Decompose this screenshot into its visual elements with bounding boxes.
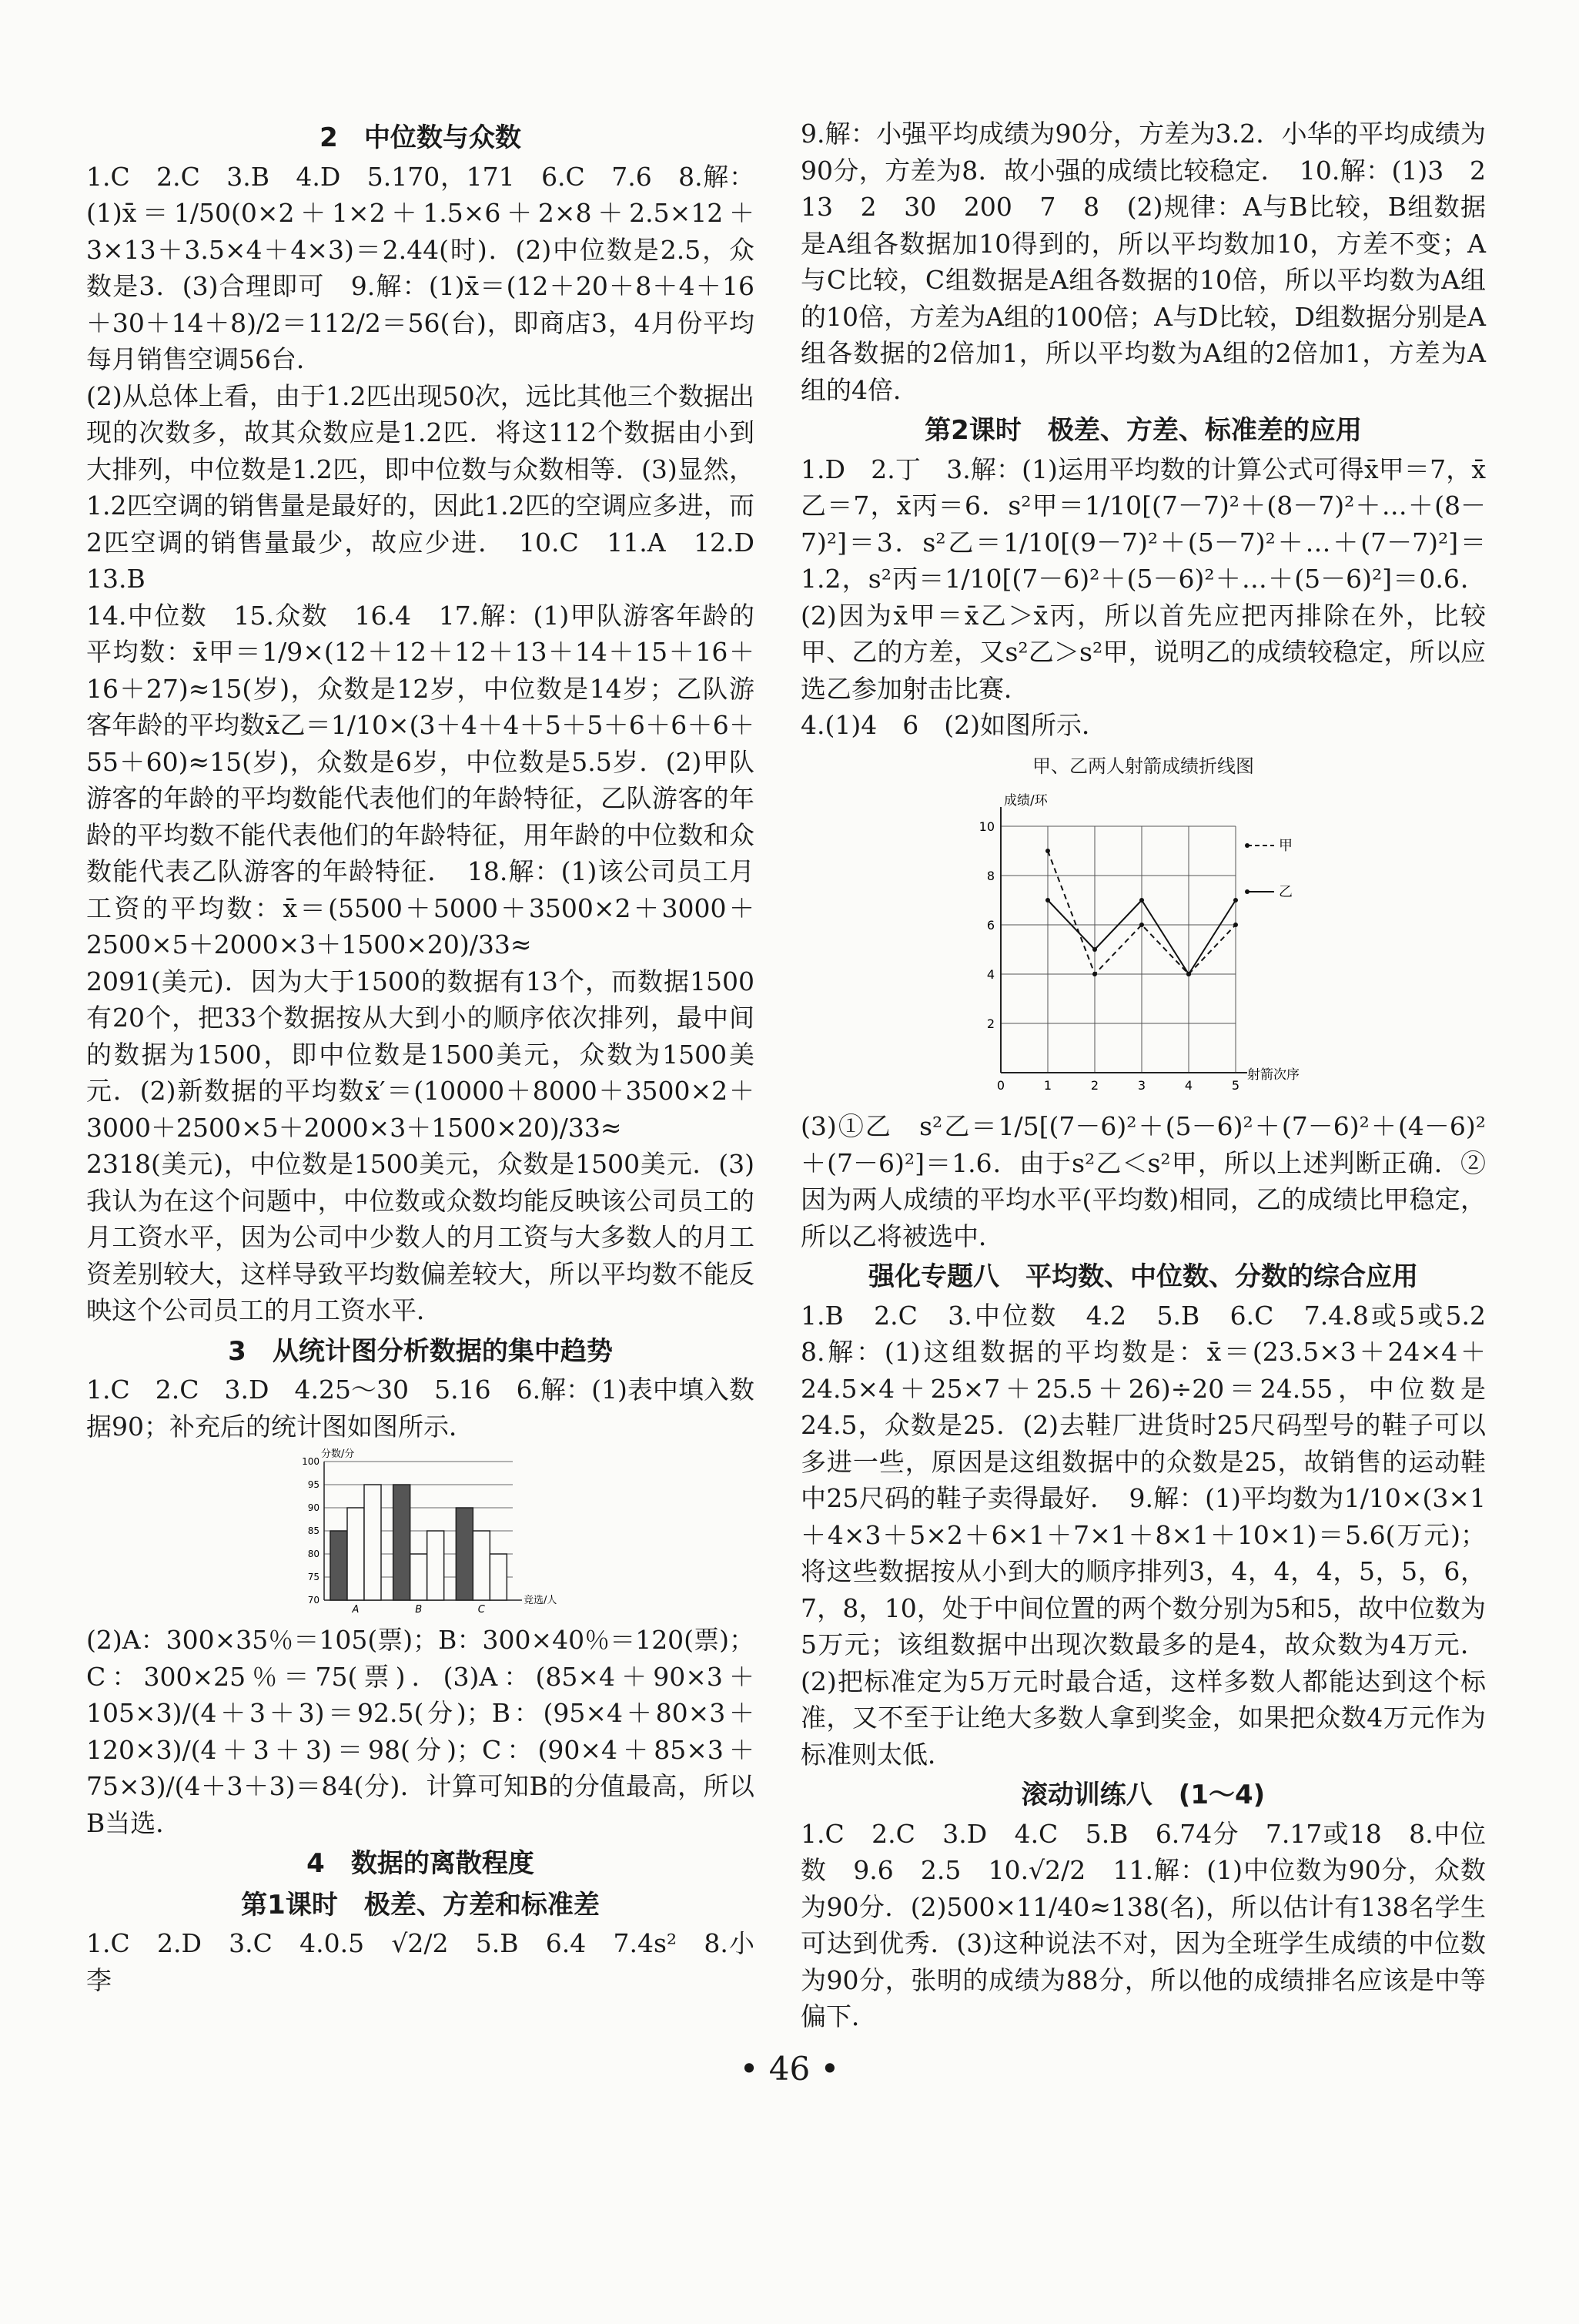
bar-chart (282, 1448, 559, 1617)
bar (347, 1508, 364, 1600)
data-point (1233, 923, 1238, 927)
answer-paragraph: 1.B 2.C 3.中位数 4.2 5.B 6.C 7.4.8或5或5.2 8.解：(1)这组数据的平均数是：x̄＝(23.5×3＋24×4＋24.5×4＋25×7＋25.5＋26)÷20＝24.55，中位数是24.5，众数是25．(2)去鞋厂进货时25尺码型号的鞋子可以多进一些，原因是这组数据中的众数是25，故销售的运动鞋中25尺码的鞋子卖得最好． 9.解：(1)平均数为1/10×(3×1＋4×3＋5×2＋6×1＋7×1＋8×1＋10×1)＝5.6(万元)；将这些数据按从小到大的顺序排列3，4，4，4，5，5，6，7，8，10，处于中间位置的两个数分别为5和5，故中位数为5万元；该组数据中出现次数最多的是4，故众数为4万元．(2)把标准定为5万元时最合适，这样多数人都能达到这个标准，又不至于让绝大多数人拿到奖金，如果把众数4万元作为标准则太低． (801, 1300, 1511, 1770)
line-chart (962, 788, 1324, 1103)
chart-title: 甲、乙两人射箭成绩折线图 (1032, 755, 1254, 777)
data-point (1092, 947, 1097, 952)
y-tick-label: 10 (979, 819, 995, 834)
y-tick-label: 80 (307, 1549, 319, 1559)
data-point (1139, 898, 1144, 902)
section-title: 4 数据的离散程度 (306, 1848, 534, 1879)
x-axis-label: 竞选/人 (524, 1595, 557, 1606)
x-tick-label: 4 (1184, 1078, 1193, 1093)
answer-paragraph: 1.D 2.丁 3.解：(1)运用平均数的计算公式可得x̄甲＝7，x̄乙＝7，x̄丙＝6．s²甲＝1/10[(7－7)²＋(8－7)²＋…＋(8－7)²]＝3．s²乙＝1/10[(9－7)²＋(5－7)²＋…＋(7－7)²]＝1.2，s²丙＝1/10[(7－6)²＋(5－6)²＋…＋(5－6)²]＝0.6．(2)因为x̄甲＝x̄乙＞x̄丙，所以首先应把丙排除在外，比较甲、乙的方差，又s²乙＞s²甲，说明乙的成绩较稳定，所以应选乙参加射击比赛． (801, 454, 1486, 704)
data-point (1233, 898, 1238, 902)
data-point (1092, 972, 1097, 976)
y-tick-label: 75 (307, 1572, 319, 1582)
y-tick-label: 8 (986, 869, 995, 883)
answer-paragraph: 1.C 2.C 3.D 4.25～30 5.16 6.解：(1)表中填入数据90；补充后的统计图如图所示． (86, 1375, 754, 1442)
data-point (1139, 923, 1144, 927)
legend-marker (1245, 843, 1249, 848)
y-tick-label: 95 (307, 1479, 319, 1490)
bar (427, 1531, 444, 1600)
data-point (1045, 898, 1050, 902)
bar (330, 1531, 347, 1600)
y-tick-label: 100 (302, 1456, 319, 1467)
bar (490, 1554, 507, 1600)
answer-paragraph: 2091(美元)．因为大于1500的数据有13个，而数据1500有20个，把33个数据按从大到小的顺序依次排列，最中间的数据为1500，即中位数是1500美元，众数为1500美元．(2)新数据的平均数x̄′＝(10000＋8000＋3500×2＋3000＋2500×5＋2000×3＋1500×20)/33≈ (86, 966, 754, 1143)
y-tick-label: 2 (986, 1016, 995, 1031)
bar (410, 1554, 427, 1600)
x-tick-label: 1 (1043, 1078, 1052, 1093)
x-tick-label: 3 (1137, 1078, 1146, 1093)
x-tick-label: 2 (1090, 1078, 1099, 1093)
legend-label: 甲 (1279, 838, 1293, 854)
section-title: 滚动训练八 (1～4) (1021, 1780, 1266, 1810)
answer-paragraph: (2)从总体上看，由于1.2匹出现50次，远比其他三个数据出现的次数多，故其众数应是1.2匹．将这112个数据由小到大排列，中位数是1.2匹，即中位数与众数相等．(3)显然，1.2匹空调的销售量是最好的，因此1.2匹的空调应多进，而2匹空调的销售量最少，故应少进． 10.C 11.A 12.D 13.B (86, 380, 780, 594)
answer-paragraph: 14.中位数 15.众数 16.4 17.解：(1)甲队游客年龄的平均数：x̄甲＝1/9×(12＋12＋12＋13＋14＋15＋16＋16＋27)≈15(岁)，众数是12岁，中位数是14岁；乙队游客年龄的平均数x̄乙＝1/10×(3＋4＋4＋5＋5＋6＋6＋6＋55＋60)≈15(岁)，众数是6岁，中位数是5.5岁．(2)甲队游客的年龄的平均数能代表他们的年龄特征，乙队游客的年龄的平均数不能代表他们的年龄特征，用年龄的中位数和众数能代表乙队游客的年龄特征． 18.解：(1)该公司员工月工资的平均数：x̄＝(5500＋5000＋3500×2＋3000＋2500×5＋2000×3＋1500×20)/33≈ (86, 600, 754, 959)
section-title: 3 从统计图分析数据的集中趋势 (228, 1335, 613, 1367)
y-tick-label: 6 (986, 918, 995, 933)
data-point (1045, 849, 1050, 853)
bar (393, 1485, 410, 1600)
x-axis-label: 射箭次序 (1247, 1067, 1300, 1083)
x-tick-label: 5 (1231, 1078, 1240, 1093)
bar (456, 1508, 473, 1600)
bar (473, 1531, 490, 1600)
subsection-title: 第1课时 极差、方差和标准差 (241, 1889, 600, 1920)
answer-paragraph: (3)①乙 s²乙＝1/5[(7－6)²＋(5－6)²＋(7－6)²＋(4－6)²＋(7－6)²]＝1.6．由于s²乙＜s²甲，所以上述判断正确．②因为两人成绩的平均水平(平均数)相同，乙的成绩比甲稳定，所以乙将被选中． (801, 1111, 1486, 1251)
y-axis-label: 成绩/环 (1004, 793, 1048, 809)
x-tick-label: A (352, 1604, 360, 1616)
answer-paragraph: (2)A：300×35％＝105(票)；B：300×40％＝120(票)；C：300×25％＝75(票)．(3)A：(85×4＋90×3＋105×3)/(4＋3＋3)＝92.5(分)；B：(95×4＋80×3＋120×3)/(4＋3＋3)＝98(分)；C：(90×4＋85×3＋75×3)/(4＋3＋3)＝84(分)．计算可知B的分值最高，所以B当选． (86, 1625, 754, 1838)
right-column (801, 116, 1511, 2035)
y-tick-label: 85 (307, 1525, 319, 1536)
y-tick-label: 4 (986, 967, 995, 982)
answer-paragraph: 4.(1)4 6 (2)如图所示． (801, 710, 1107, 740)
bar (364, 1485, 381, 1600)
x-tick-label: C (477, 1604, 485, 1616)
y-tick-label: 70 (307, 1595, 319, 1606)
answer-paragraph: 1.C 2.C 3.D 4.C 5.B 6.74分 7.17或18 8.中位数 9.6 2.5 10.√2/2 11.解：(1)中位数为90分，众数为90分．(2)500×11/40≈138(名)，所以估计有138名学生可达到优秀．(3)这种说法不对，因为全班学生成绩的中位数为90分，张明的成绩为88分，所以他的成绩排名应该是中等偏下． (801, 1818, 1486, 2031)
x-tick-label: B (415, 1604, 423, 1616)
legend-marker (1245, 889, 1249, 894)
data-point (1186, 972, 1191, 976)
answer-paragraph: 2318(美元)，中位数是1500美元，众数是1500美元．(3)我认为在这个问题中，中位数或众数均能反映该公司员工的月工资水平，因为公司中少数人的月工资与大多数人的月工资差别较大，这样导致平均数偏差较大，所以平均数不能反映这个公司员工的月工资水平． (86, 1149, 754, 1325)
subsection-title: 第2课时 极差、方差、标准差的应用 (925, 415, 1362, 446)
section-title: 强化专题八 平均数、中位数、分数的综合应用 (868, 1261, 1418, 1292)
x-tick-label: 0 (996, 1078, 1005, 1093)
answer-paragraph: 1.C 2.C 3.B 4.D 5.170，171 6.C 7.6 8.解：(1)x̄＝1/50(0×2＋1×2＋1.5×6＋2×8＋2.5×12＋3×13＋3.5×4＋4×3)＝2.44(时)．(2)中位数是2.5，众数是3．(3)合理即可 9.解：(1)x̄＝(12＋20＋8＋4＋16＋30＋14＋8)/2＝112/2＝56(台)，即商店3，4月份平均每月销售空调56台． (86, 161, 754, 374)
section-title: 2 中位数与众数 (319, 122, 521, 153)
y-axis-label: 分数/分 (321, 1448, 355, 1460)
page-number: • 46 • (739, 2050, 840, 2088)
answer-paragraph: 1.C 2.D 3.C 4.0.5 √2/2 5.B 6.4 7.4s² 8.小李 (86, 1928, 754, 1995)
y-tick-label: 90 (307, 1502, 319, 1513)
left-column (86, 116, 780, 1998)
answer-paragraph: 9.解：小强平均成绩为90分，方差为3.2．小华的平均成绩为90分，方差为8．故小强的成绩比较稳定． 10.解：(1)3 2 13 2 30 200 7 8 (2)规律：A与B比较，B组数据是A组各数据加10得到的，所以平均数加10，方差不变；A与C比较，C组数据是A组各数据的10倍，所以平均数为A组的10倍，方差为A组的100倍；A与D比较，D组数据分别是A组各数据的2倍加1，所以平均数为A组的2倍加1，方差为A组的4倍． (801, 119, 1511, 405)
legend-label: 乙 (1279, 884, 1293, 900)
